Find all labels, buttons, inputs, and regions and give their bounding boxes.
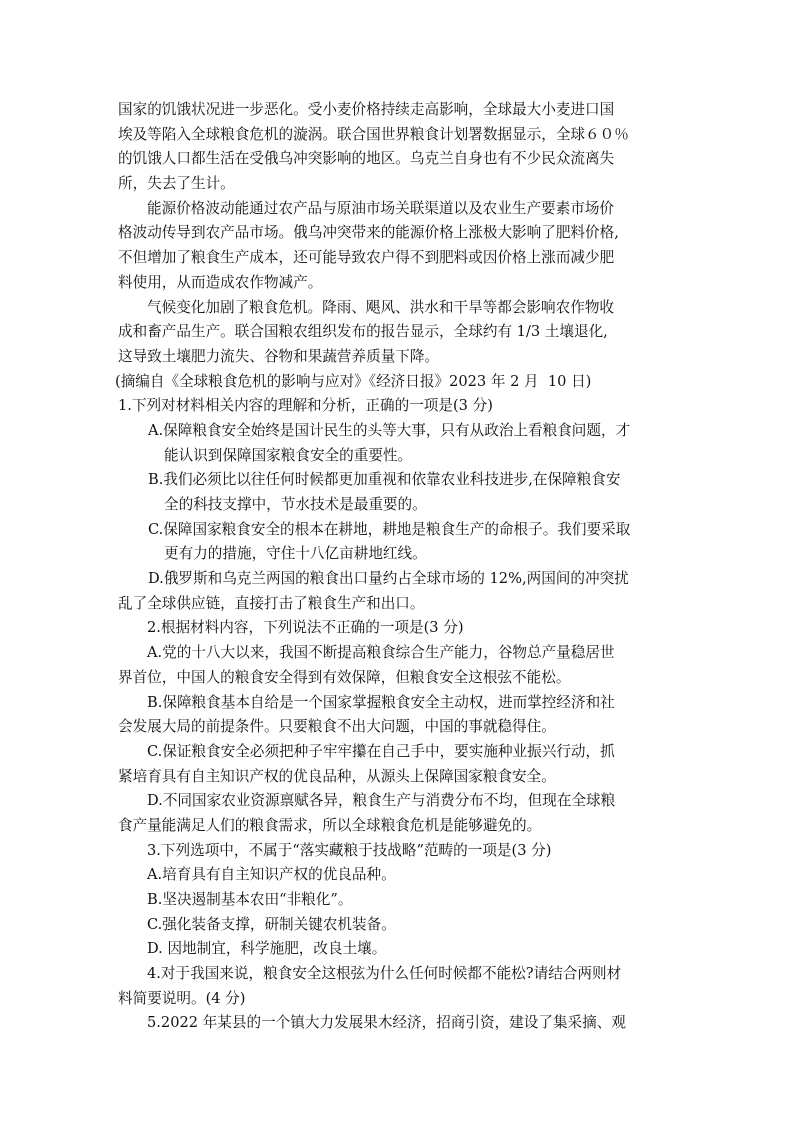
text-line: 埃及等陷入全球粮食危机的漩涡。联合国世界粮食计划署数据显示，全球６０％ [118, 125, 629, 143]
text-line: B.保障粮食基本自给是一个国家掌握粮食安全主动权，进而掌控经济和社 [147, 693, 615, 711]
text-line: 国家的饥饿状况进一步恶化。受小麦价格持续走高影响，全球最大小麦进口国 [118, 101, 615, 118]
text-line: A.党的十八大以来，我国不断提高粮食综合生产能力，谷物总产量稳居世 [147, 644, 615, 662]
text-line: 气候变化加剧了粮食危机。降雨、飓风、洪水和干旱等都会影响农作物收 [147, 298, 615, 316]
text-line: 成和畜产品生产。联合国粮农组织发布的报告显示，全球约有 1/3 土壤退化, [118, 323, 608, 341]
text-line: C.保障国家粮食安全的根本在耕地，耕地是粮食生产的命根子。我们要采取 [148, 520, 631, 538]
text-line: 4.对于我国来说，粮食安全这根弦为什么任何时候都不能松?请结合两则材 [147, 965, 622, 983]
text-line: A.保障粮食安全始终是国计民生的头等大事，只有从政治上看粮食问题，才 [148, 421, 631, 439]
text-line: 3.下列选项中，不属于“落实藏粮于技战略”范畴的一项是(3 分) [147, 841, 552, 859]
text-line: A.培育具有自主知识产权的优良品种。 [147, 866, 396, 884]
text-line: 料使用，从而造成农作物减产。 [118, 273, 323, 291]
text-line: 2.根据材料内容，下列说法不正确的一项是(3 分) [147, 619, 464, 637]
text-line: (摘编自《全球粮食危机的影响与应对》《经济日报》2023 年 2 月 10 日) [115, 372, 592, 390]
document-page [115, 98, 684, 1036]
text-line: 不但增加了粮食生产成本，还可能导致农户得不到肥料或因价格上涨而减少肥 [118, 249, 615, 267]
text-line: 紧培育具有自主知识产权的优良品种，从源头上保障国家粮食安全。 [118, 767, 556, 785]
text-line: 所，失去了生计。 [118, 175, 235, 193]
text-line: 全的科技支撑中，节水技术是最重要的。 [164, 496, 427, 513]
text-line: B.我们必须比以往任何时候都更加重视和依靠农业科技进步,在保障粮食安 [148, 471, 621, 489]
text-line: 格波动传导到农产品市场。俄乌冲突带来的能源价格上涨极大影响了肥料价格, [118, 224, 619, 242]
text-line: 能源价格波动能通过农产品与原油市场关联渠道以及农业生产要素市场价 [147, 199, 615, 217]
text-line: 的饥饿人口都生活在受俄乌冲突影响的地区。乌克兰自身也有不少民众流离失 [118, 150, 615, 168]
text-line: 料简要说明。(4 分) [118, 989, 246, 1007]
text-line: C.强化装备支撑，研制关键农机装备。 [147, 915, 396, 933]
text-line: 食产量能满足人们的粮食需求，所以全球粮食危机是能够避免的。 [118, 816, 542, 834]
text-line: 会发展大局的前提条件。只要粮食不出大问题，中国的事就稳得住。 [118, 718, 556, 736]
text-line: C.保证粮食安全必须把种子牢牢攥在自己手中，要实施种业振兴行动，抓 [147, 742, 615, 760]
text-line: 1.下列对材料相关内容的理解和分析，正确的一项是(3 分) [118, 397, 493, 415]
text-line: 这导致土壤肥力流失、谷物和果蔬营养质量下降。 [118, 347, 440, 365]
text-line: 5.2022 年某县的一个镇大力发展果木经济，招商引资，建设了集采摘、观 [147, 1014, 626, 1032]
text-line: 界首位，中国人的粮食安全得到有效保障，但粮食安全这根弦不能松。 [118, 668, 571, 686]
text-line: 更有力的措施，守住十八亿亩耕地红线。 [164, 545, 427, 563]
text-line: 能认识到保障国家粮食安全的重要性。 [164, 446, 413, 464]
text-line: D.不同国家农业资源禀赋各异，粮食生产与消费分布不均，但现在全球粮 [147, 792, 616, 810]
text-line: B.坚决遏制基本农田“非粮化”。 [147, 891, 353, 908]
text-line: D.俄罗斯和乌克兰两国的粮食出口量约占全球市场的 12%,两国间的冲突扰 [148, 570, 629, 588]
text-line: 乱了全球供应链，直接打击了粮食生产和出口。 [118, 594, 425, 612]
text-line: D. 因地制宜，科学施肥，改良土壤。 [147, 940, 387, 958]
